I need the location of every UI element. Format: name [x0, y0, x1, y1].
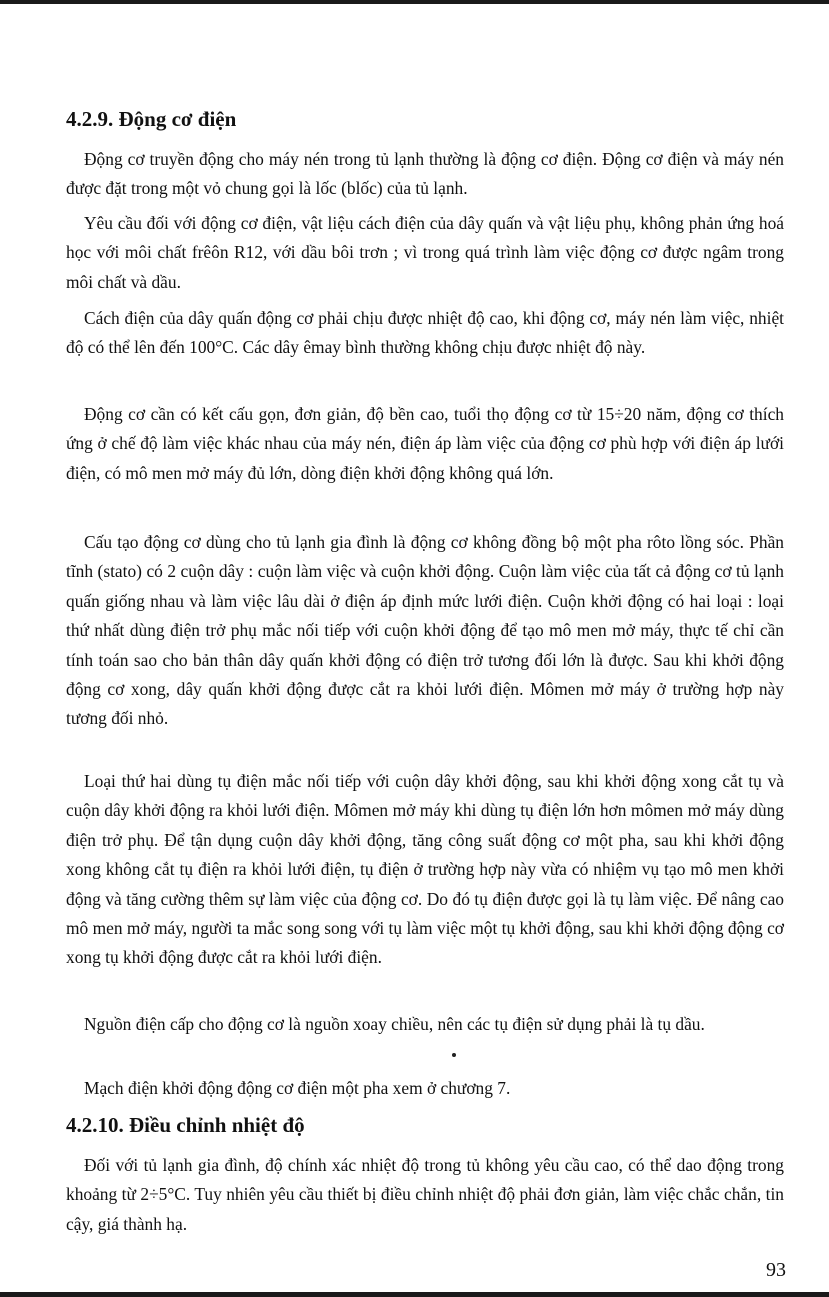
paragraph-capacitor-start: Loại thứ hai dùng tụ điện mắc nối tiếp với cuộn dây khởi động, sau khi khởi động xong cắt tụ và cuộn dây khởi động ra khỏi lưới điện. Mômen mở máy khi dùng tụ điện lớn hơn mômen mở máy dùng điện trở phụ. Để tận dụng cuộn dây khởi động, tăng công suất động cơ một pha, sau khi khởi động xong không cắt tụ điện ra khỏi lưới điện, tụ điện ở trường hợp này vừa có nhiệm vụ tạo mô men khởi động và tăng cường thêm sự làm việc của động cơ. Do đó tụ điện được gọi là tụ làm việc. Để nâng cao mô men mở máy, người ta mắc song song với tụ làm việc một tụ khởi động, sau khi khởi động động cơ xong tụ khởi động được cắt ra khỏi lưới điện.	[66, 771, 784, 968]
paragraph-power-source: Nguồn điện cấp cho động cơ là nguồn xoay chiều, nên các tụ điện sử dụng phải là tụ dầu.	[84, 1014, 705, 1034]
paragraph-insulation: Cách điện của dây quấn động cơ phải chịu được nhiệt độ cao, khi động cơ, máy nén làm việc, nhiệt độ có thể lên đến 100°C. Các dây êmay bình thường không chịu được nhiệt độ này.	[66, 308, 784, 358]
section-heading-4-2-9: 4.2.9. Động cơ điện	[66, 107, 237, 131]
paragraph-temperature-control: Đối với tủ lạnh gia đình, độ chính xác nhiệt độ trong tủ không yêu cầu cao, có thể dao động trong khoảng từ 2÷5°C. Tuy nhiên yêu cầu thiết bị điều chỉnh nhiệt độ phải đơn giản, làm việc chắc chắn, tin cậy, giá thành hạ.	[66, 1155, 784, 1234]
paragraph-motor-requirements: Yêu cầu đối với động cơ điện, vật liệu cách điện của dây quấn và vật liệu phụ, không phản ứng hoá học với môi chất frêôn R12, với dầu bôi trơn ; vì trong quá trình làm việc động cơ được ngâm trong môi chất và dầu.	[66, 213, 784, 292]
section-heading-4-2-10: 4.2.10. Điều chỉnh nhiệt độ	[66, 1113, 305, 1137]
stray-dot-mark	[452, 1053, 456, 1057]
paragraph-start-circuit: Mạch điện khởi động động cơ điện một pha xem ở chương 7.	[84, 1078, 511, 1098]
bottom-border-rule	[0, 1292, 829, 1297]
paragraph-motor-structure: Động cơ cần có kết cấu gọn, đơn giản, độ bền cao, tuổi thọ động cơ từ 15÷20 năm, động cơ thích ứng ở chế độ làm việc khác nhau của máy nén, điện áp làm việc của động cơ phù hợp với điện áp lưới điện, có mô men mở máy đủ lớn, dòng điện khởi động không quá lớn.	[66, 404, 784, 483]
paragraph-motor-drive: Động cơ truyền động cho máy nén trong tủ lạnh thường là động cơ điện. Động cơ điện và máy nén được đặt trong một vỏ chung gọi là lốc (blốc) của tủ lạnh.	[66, 149, 784, 199]
page-number: 93	[766, 1259, 786, 1281]
paragraph-motor-construction: Cấu tạo động cơ dùng cho tủ lạnh gia đình là động cơ không đồng bộ một pha rôto lồng sóc. Phần tĩnh (stato) có 2 cuộn dây : cuộn làm việc và cuộn khởi động. Cuộn làm việc của tất cả động cơ tủ lạnh quấn giống nhau và làm việc lâu dài ở điện áp định mức lưới điện. Cuộn khởi động có hai loại : loại thứ nhất dùng điện trở phụ mắc nối tiếp với cuộn khởi động để tạo mô men mở máy, thực tế chỉ cần tính toán sao cho bản thân dây quấn khởi động có điện trở tương đối lớn là được. Sau khi khởi động động cơ xong, dây quấn khởi động được cắt ra khỏi lưới điện. Mômen mở máy ở trường hợp này tương đối nhỏ.	[66, 532, 784, 729]
